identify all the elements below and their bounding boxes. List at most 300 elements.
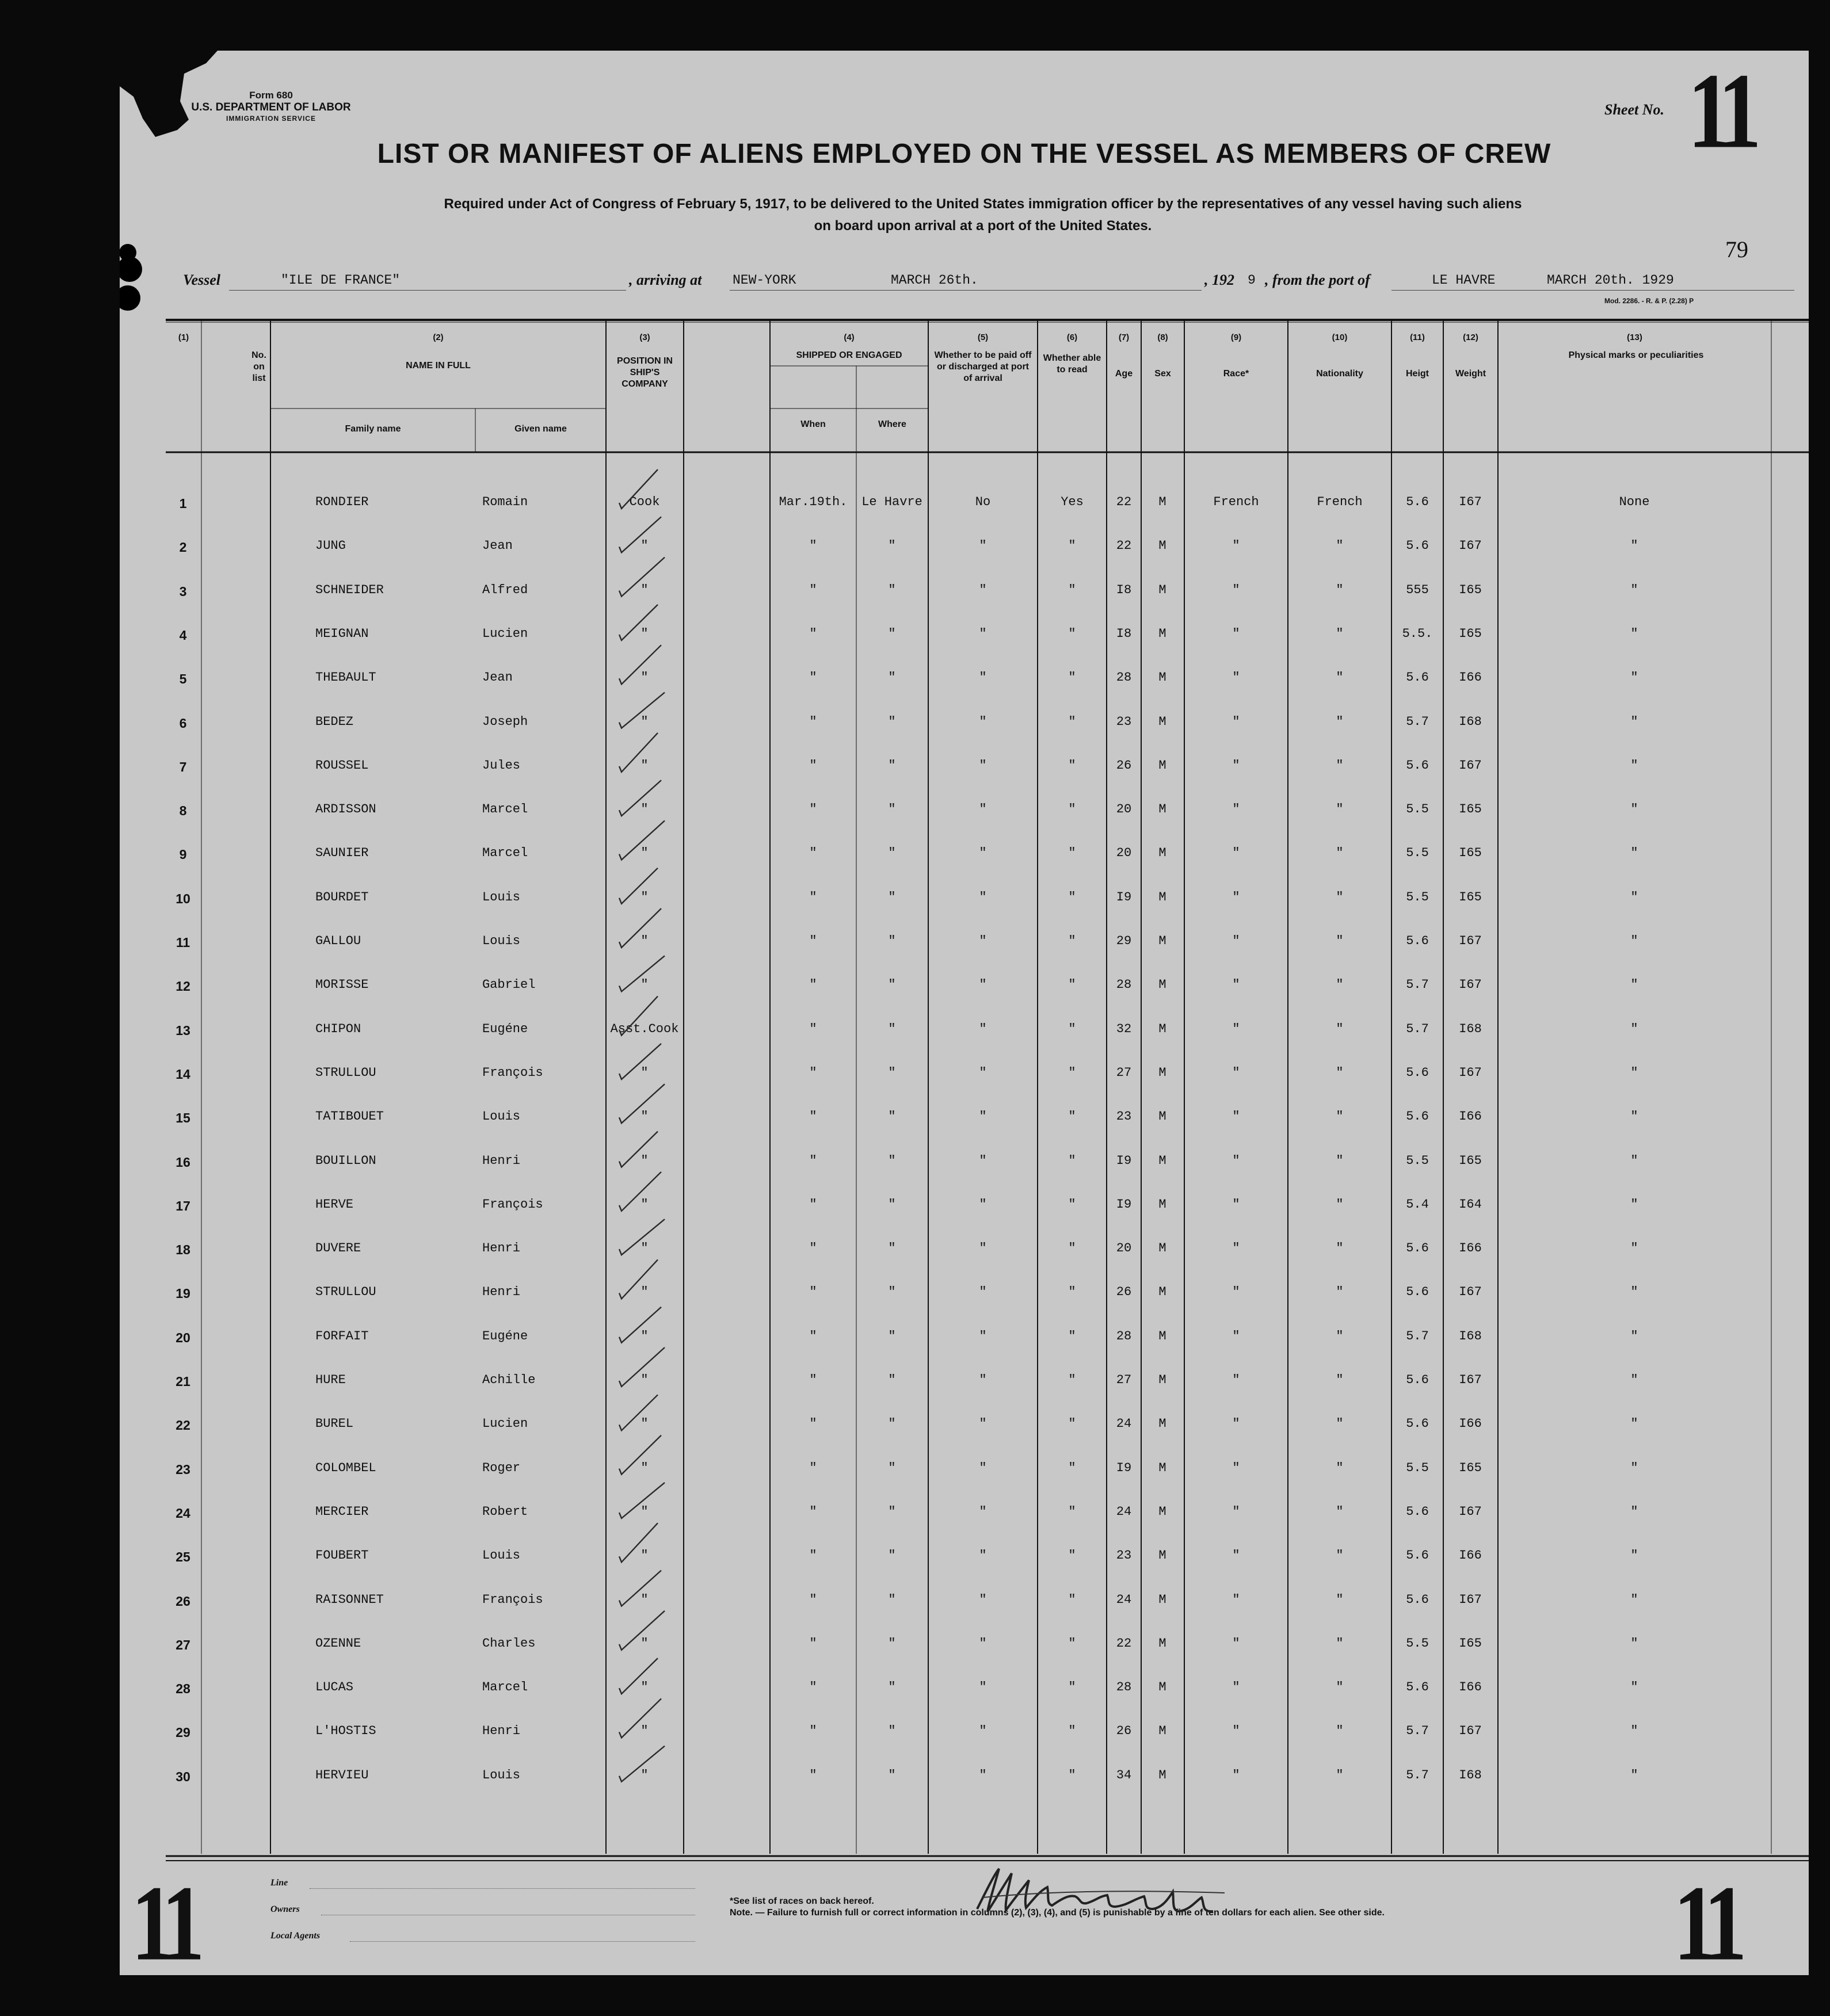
- cell-no: 20: [176, 1330, 190, 1345]
- cell-weight: I68: [1459, 1767, 1482, 1782]
- cell-nationality: ": [1336, 1548, 1344, 1563]
- legal-requirement-line2: on board upon arrival at a port of the United States.: [814, 218, 1152, 234]
- cell-family: DUVERE: [315, 1241, 361, 1256]
- cell-height: 5.6: [1406, 1109, 1429, 1124]
- cell-height: 5.6: [1406, 1065, 1429, 1080]
- cell-paid: ": [979, 1153, 987, 1168]
- check-mark: [619, 517, 661, 552]
- cell-when: ": [809, 1285, 817, 1300]
- cell-position: ": [640, 582, 649, 597]
- cell-marks: ": [1630, 802, 1638, 817]
- cell-paid: ": [979, 670, 987, 685]
- check-mark: [619, 558, 665, 597]
- cell-position: ": [640, 714, 649, 729]
- cell-marks: ": [1630, 1416, 1638, 1431]
- col-num-3: (3): [639, 333, 650, 342]
- cell-when: ": [809, 889, 817, 904]
- cell-sex: M: [1158, 1109, 1166, 1124]
- cell-weight: I66: [1459, 1241, 1482, 1256]
- cell-nationality: ": [1336, 1724, 1344, 1739]
- cell-family: SAUNIER: [315, 846, 369, 861]
- col-num-10: (10): [1332, 333, 1348, 342]
- cell-paid: ": [979, 1636, 987, 1651]
- cell-sex: M: [1158, 1724, 1166, 1739]
- cell-where: ": [888, 934, 896, 948]
- cell-age: 28: [1116, 1680, 1132, 1695]
- cell-family: HERVE: [315, 1197, 354, 1212]
- cell-nationality: ": [1336, 1153, 1344, 1168]
- cell-sex: M: [1158, 1021, 1166, 1036]
- year-prefix: , 192: [1204, 272, 1234, 288]
- cell-height: 5.6: [1406, 1680, 1429, 1695]
- sheet-number-top: 11: [1688, 51, 1753, 171]
- col-num-9: (9): [1230, 333, 1242, 342]
- col-header-marks: Physical marks or peculiarities: [1568, 350, 1704, 360]
- cell-no: 18: [176, 1242, 190, 1258]
- cell-no: 3: [179, 583, 187, 599]
- cell-read: ": [1068, 1153, 1076, 1168]
- cell-sex: M: [1158, 1241, 1166, 1256]
- cell-sex: M: [1158, 495, 1166, 509]
- cell-given: Achille: [482, 1373, 536, 1387]
- check-mark: [619, 1483, 665, 1518]
- check-mark: [619, 820, 665, 860]
- cell-position: ": [640, 1065, 649, 1080]
- vessel-label: Vessel: [183, 272, 220, 288]
- cell-weight: I67: [1459, 758, 1482, 773]
- cell-race: ": [1232, 934, 1240, 948]
- cell-nationality: ": [1336, 1416, 1344, 1431]
- cell-family: JUNG: [315, 539, 346, 553]
- cell-no: 25: [176, 1549, 190, 1565]
- cell-when: ": [809, 1724, 817, 1739]
- cell-read: ": [1068, 714, 1076, 729]
- departure-date: MARCH 20th. 1929: [1547, 273, 1674, 288]
- cell-where: ": [888, 1373, 896, 1387]
- cell-weight: I67: [1459, 1504, 1482, 1519]
- cell-read: ": [1068, 1767, 1076, 1782]
- cell-height: 5.7: [1406, 1767, 1429, 1782]
- cell-where: ": [888, 1416, 896, 1431]
- cell-height: 5.5: [1406, 846, 1429, 861]
- cell-where: ": [888, 758, 896, 773]
- cell-race: ": [1232, 1767, 1240, 1782]
- cell-height: 5.6: [1406, 495, 1429, 509]
- cell-sex: M: [1158, 1548, 1166, 1563]
- arriving-label: , arriving at: [629, 272, 702, 288]
- cell-read: ": [1068, 1504, 1076, 1519]
- cell-height: 5.5: [1406, 1636, 1429, 1651]
- cell-read: Yes: [1061, 495, 1084, 509]
- cell-sex: M: [1158, 802, 1166, 817]
- cell-no: 14: [176, 1066, 190, 1082]
- check-mark: [619, 1132, 658, 1167]
- cell-position: ": [640, 1197, 649, 1212]
- cell-sex: M: [1158, 1197, 1166, 1212]
- cell-age: 29: [1116, 934, 1132, 948]
- cell-race: ": [1232, 1285, 1240, 1300]
- col-num-6: (6): [1066, 333, 1078, 342]
- cell-when: ": [809, 582, 817, 597]
- cell-marks: ": [1630, 1592, 1638, 1607]
- cell-age: 34: [1116, 1767, 1132, 1782]
- cell-nationality: ": [1336, 802, 1344, 817]
- cell-read: ": [1068, 670, 1076, 685]
- cell-age: 23: [1116, 714, 1132, 729]
- cell-where: ": [888, 1460, 896, 1475]
- cell-no: 30: [176, 1769, 190, 1784]
- cell-no: 26: [176, 1593, 190, 1609]
- cell-marks: ": [1630, 1109, 1638, 1124]
- check-mark: [619, 1044, 661, 1079]
- cell-sex: M: [1158, 714, 1166, 729]
- cell-where: ": [888, 889, 896, 904]
- cell-nationality: ": [1336, 670, 1344, 685]
- cell-race: ": [1232, 1636, 1240, 1651]
- cell-read: ": [1068, 758, 1076, 773]
- cell-read: ": [1068, 846, 1076, 861]
- cell-no: 5: [179, 671, 187, 687]
- cell-read: ": [1068, 1548, 1076, 1563]
- cell-marks: ": [1630, 889, 1638, 904]
- cell-weight: I66: [1459, 1680, 1482, 1695]
- cell-height: 5.7: [1406, 978, 1429, 992]
- cell-given: Louis: [482, 889, 521, 904]
- cell-when: ": [809, 1328, 817, 1343]
- cell-given: Henri: [482, 1153, 521, 1168]
- cell-no: 17: [176, 1198, 190, 1213]
- cell-read: ": [1068, 539, 1076, 553]
- owners-label: Owners: [270, 1904, 300, 1914]
- check-mark: [619, 956, 665, 991]
- cell-paid: ": [979, 1548, 987, 1563]
- cell-position: ": [640, 934, 649, 948]
- cell-read: ": [1068, 582, 1076, 597]
- cell-paid: ": [979, 1241, 987, 1256]
- cell-no: 29: [176, 1725, 190, 1740]
- col-num-7: (7): [1118, 333, 1130, 342]
- cell-given: Roger: [482, 1460, 521, 1475]
- check-mark: [619, 645, 661, 684]
- cell-read: ": [1068, 1416, 1076, 1431]
- cell-where: Le Havre: [861, 495, 922, 509]
- cell-paid: ": [979, 1504, 987, 1519]
- cell-race: ": [1232, 1328, 1240, 1343]
- cell-weight: I68: [1459, 1021, 1482, 1036]
- check-mark: [619, 1347, 665, 1387]
- cell-race: ": [1232, 1680, 1240, 1695]
- cell-given: Gabriel: [482, 978, 536, 992]
- cell-paid: ": [979, 802, 987, 817]
- cell-sex: M: [1158, 758, 1166, 773]
- cell-given: Louis: [482, 1548, 521, 1563]
- cell-given: Romain: [482, 495, 528, 509]
- cell-nationality: ": [1336, 1328, 1344, 1343]
- cell-given: Marcel: [482, 802, 528, 817]
- cell-no: 16: [176, 1154, 190, 1170]
- cell-sex: M: [1158, 889, 1166, 904]
- cell-height: 5.6: [1406, 1241, 1429, 1256]
- cell-given: François: [482, 1592, 543, 1607]
- cell-family: LUCAS: [315, 1680, 354, 1695]
- cell-position: ": [640, 1285, 649, 1300]
- cell-race: French: [1213, 495, 1259, 509]
- cell-race: ": [1232, 1373, 1240, 1387]
- cell-given: Charles: [482, 1636, 536, 1651]
- cell-height: 5.6: [1406, 1373, 1429, 1387]
- cell-race: ": [1232, 1109, 1240, 1124]
- cell-age: 27: [1116, 1065, 1132, 1080]
- cell-age: 26: [1116, 1285, 1132, 1300]
- cell-given: Jules: [482, 758, 521, 773]
- col-header-height: Heigt: [1406, 369, 1429, 379]
- cell-nationality: ": [1336, 626, 1344, 641]
- cell-height: 5.7: [1406, 1724, 1429, 1739]
- cell-read: ": [1068, 1021, 1076, 1036]
- cell-age: 20: [1116, 802, 1132, 817]
- check-mark: [619, 693, 665, 728]
- cell-no: 8: [179, 803, 187, 819]
- col-header-nationality: Nationality: [1316, 369, 1363, 379]
- cell-when: ": [809, 1636, 817, 1651]
- cell-age: 24: [1116, 1504, 1132, 1519]
- check-mark: [619, 1698, 661, 1738]
- cell-read: ": [1068, 802, 1076, 817]
- cell-weight: I67: [1459, 978, 1482, 992]
- cell-weight: I67: [1459, 1285, 1482, 1300]
- col-header-name: NAME IN FULL: [406, 361, 471, 371]
- cell-given: François: [482, 1197, 543, 1212]
- cell-race: ": [1232, 1153, 1240, 1168]
- cell-paid: ": [979, 846, 987, 861]
- cell-paid: ": [979, 1767, 987, 1782]
- cell-paid: ": [979, 934, 987, 948]
- cell-race: ": [1232, 1021, 1240, 1036]
- check-mark: [619, 996, 658, 1036]
- cell-given: Henri: [482, 1285, 521, 1300]
- page-annotation: 79: [1725, 236, 1748, 262]
- cell-read: ": [1068, 1109, 1076, 1124]
- cell-no: 9: [179, 847, 187, 862]
- cell-no: 1: [179, 496, 187, 511]
- cell-read: ": [1068, 1065, 1076, 1080]
- cell-weight: I65: [1459, 802, 1482, 817]
- cell-paid: ": [979, 1328, 987, 1343]
- col-num-11: (11): [1410, 333, 1425, 342]
- cell-marks: ": [1630, 934, 1638, 948]
- cell-family: BOUILLON: [315, 1153, 376, 1168]
- cell-marks: ": [1630, 1328, 1638, 1343]
- cell-position: Asst.Cook: [610, 1021, 679, 1036]
- cell-marks: ": [1630, 1197, 1638, 1212]
- cell-age: I8: [1116, 626, 1132, 641]
- cell-where: ": [888, 714, 896, 729]
- col-header-position: POSITION IN SHIP'S COMPANY: [617, 356, 673, 389]
- cell-sex: M: [1158, 934, 1166, 948]
- cell-age: I9: [1116, 1153, 1132, 1168]
- cell-given: Henri: [482, 1724, 521, 1739]
- cell-weight: I67: [1459, 1724, 1482, 1739]
- cell-no: 27: [176, 1637, 190, 1652]
- cell-given: Joseph: [482, 714, 528, 729]
- cell-read: ": [1068, 1285, 1076, 1300]
- cell-family: BEDEZ: [315, 714, 354, 729]
- cell-family: BUREL: [315, 1416, 354, 1431]
- cell-marks: ": [1630, 1460, 1638, 1475]
- cell-position: ": [640, 626, 649, 641]
- cell-where: ": [888, 802, 896, 817]
- cell-when: Mar.19th.: [779, 495, 848, 509]
- cell-position: ": [640, 1636, 649, 1651]
- cell-marks: ": [1630, 1285, 1638, 1300]
- cell-weight: I64: [1459, 1197, 1482, 1212]
- cell-marks: ": [1630, 1153, 1638, 1168]
- cell-race: ": [1232, 1724, 1240, 1739]
- cell-paid: ": [979, 626, 987, 641]
- cell-when: ": [809, 714, 817, 729]
- cell-position: ": [640, 1109, 649, 1124]
- check-marks: [120, 51, 1809, 1975]
- cell-nationality: French: [1317, 495, 1363, 509]
- cell-family: CHIPON: [315, 1021, 361, 1036]
- cell-age: 28: [1116, 978, 1132, 992]
- col-num-1: (1): [178, 333, 189, 342]
- cell-when: ": [809, 1065, 817, 1080]
- cell-read: ": [1068, 1241, 1076, 1256]
- cell-paid: ": [979, 1592, 987, 1607]
- cell-when: ": [809, 1767, 817, 1782]
- cell-no: 23: [176, 1461, 190, 1477]
- cell-height: 5.6: [1406, 670, 1429, 685]
- cell-race: ": [1232, 582, 1240, 597]
- cell-where: ": [888, 1065, 896, 1080]
- cell-family: L'HOSTIS: [315, 1724, 376, 1739]
- cell-given: Henri: [482, 1241, 521, 1256]
- cell-read: ": [1068, 978, 1076, 992]
- cell-sex: M: [1158, 1328, 1166, 1343]
- check-mark: [619, 1259, 658, 1299]
- cell-no: 10: [176, 891, 190, 906]
- check-mark: [619, 1435, 661, 1475]
- cell-marks: ": [1630, 714, 1638, 729]
- cell-position: ": [640, 1680, 649, 1695]
- cell-height: 5.6: [1406, 1416, 1429, 1431]
- cell-nationality: ": [1336, 1504, 1344, 1519]
- cell-where: ": [888, 1328, 896, 1343]
- cell-age: 22: [1116, 1636, 1132, 1651]
- cell-age: I9: [1116, 1460, 1132, 1475]
- arrival-date: MARCH 26th.: [891, 273, 978, 288]
- cell-age: 22: [1116, 539, 1132, 553]
- cell-nationality: ": [1336, 758, 1344, 773]
- cell-family: SCHNEIDER: [315, 582, 384, 597]
- cell-nationality: ": [1336, 582, 1344, 597]
- cell-where: ": [888, 1197, 896, 1212]
- col-header-weight: Weight: [1455, 369, 1486, 379]
- cell-nationality: ": [1336, 1109, 1344, 1124]
- cell-weight: I68: [1459, 1328, 1482, 1343]
- cell-when: ": [809, 670, 817, 685]
- manifest-sheet: [120, 51, 1809, 1975]
- form-number: Form 680: [249, 90, 293, 101]
- cell-marks: ": [1630, 758, 1638, 773]
- cell-race: ": [1232, 626, 1240, 641]
- cell-family: FORFAIT: [315, 1328, 369, 1343]
- cell-given: François: [482, 1065, 543, 1080]
- cell-paid: ": [979, 758, 987, 773]
- cell-paid: ": [979, 1460, 987, 1475]
- cell-weight: I65: [1459, 1460, 1482, 1475]
- cell-no: 6: [179, 715, 187, 731]
- sheet-number-bottom-left: 11: [131, 1864, 197, 1975]
- from-port-label: , from the port of: [1265, 272, 1370, 288]
- col-num-8: (8): [1157, 333, 1168, 342]
- check-mark: [619, 1084, 665, 1123]
- cell-position: ": [640, 1504, 649, 1519]
- cell-height: 5.5: [1406, 1460, 1429, 1475]
- col-header-when: When: [800, 419, 826, 429]
- cell-where: ": [888, 1153, 896, 1168]
- cell-when: ": [809, 1548, 817, 1563]
- legal-requirement-line1: Required under Act of Congress of February 5, 1917, to be delivered to the United States immigration officer by the representatives of any vessel having such aliens: [444, 196, 1522, 212]
- form-mod-number: Mod. 2286. - R. & P. (2.28) P: [1604, 297, 1694, 305]
- cell-given: Eugéne: [482, 1328, 528, 1343]
- cell-no: 12: [176, 979, 190, 994]
- cell-read: ": [1068, 889, 1076, 904]
- cell-marks: ": [1630, 1636, 1638, 1651]
- cell-race: ": [1232, 1592, 1240, 1607]
- cell-paid: ": [979, 582, 987, 597]
- cell-race: ": [1232, 670, 1240, 685]
- cell-nationality: ": [1336, 1592, 1344, 1607]
- cell-given: Louis: [482, 934, 521, 948]
- cell-nationality: ": [1336, 889, 1344, 904]
- cell-weight: I65: [1459, 582, 1482, 597]
- col-header-family: Family name: [345, 424, 401, 434]
- cell-paid: ": [979, 889, 987, 904]
- cell-age: 20: [1116, 846, 1132, 861]
- cell-weight: I67: [1459, 539, 1482, 553]
- cell-race: ": [1232, 978, 1240, 992]
- cell-height: 5.6: [1406, 1548, 1429, 1563]
- cell-read: ": [1068, 1197, 1076, 1212]
- cell-no: 21: [176, 1374, 190, 1389]
- cell-height: 5.7: [1406, 714, 1429, 729]
- cell-height: 555: [1406, 582, 1429, 597]
- cell-when: ": [809, 1504, 817, 1519]
- departure-port: LE HAVRE: [1432, 273, 1496, 288]
- check-mark: [619, 1571, 661, 1606]
- cell-read: ": [1068, 1592, 1076, 1607]
- cell-read: ": [1068, 1460, 1076, 1475]
- cell-age: 28: [1116, 1328, 1132, 1343]
- check-mark: [619, 1658, 658, 1694]
- cell-weight: I66: [1459, 1109, 1482, 1124]
- check-mark: [619, 733, 658, 772]
- cell-family: GALLOU: [315, 934, 361, 948]
- cell-height: 5.6: [1406, 1592, 1429, 1607]
- cell-family: ARDISSON: [315, 802, 376, 817]
- cell-read: ": [1068, 1636, 1076, 1651]
- cell-nationality: ": [1336, 1021, 1344, 1036]
- races-note: *See list of races on back hereof.: [730, 1896, 874, 1906]
- sheet-number-bottom-right: 11: [1673, 1864, 1739, 1975]
- col-header-sex: Sex: [1154, 369, 1171, 379]
- cell-height: 5.4: [1406, 1197, 1429, 1212]
- cell-sex: M: [1158, 1285, 1166, 1300]
- local-agents-label: Local Agents: [270, 1931, 321, 1941]
- cell-sex: M: [1158, 1065, 1166, 1080]
